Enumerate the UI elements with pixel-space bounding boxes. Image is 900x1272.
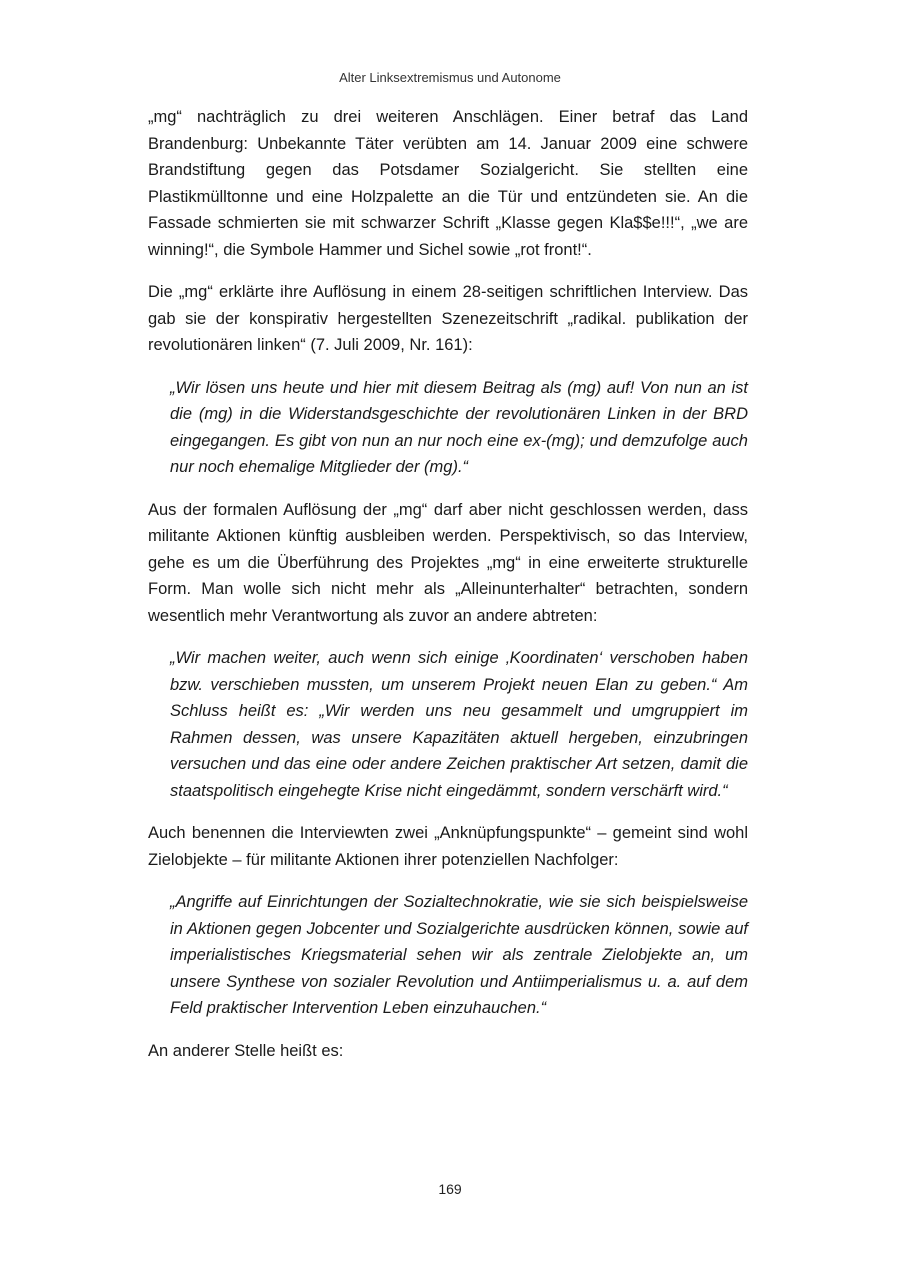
page-body — [148, 104, 748, 1080]
body-paragraph: „mg“ nachträglich zu drei weiteren Anschlägen. Einer betraf das Land Brandenburg: Unbekannte Täter verübten am 14. Januar 2009 eine schwere Brandstiftung gegen das Potsdamer Sozialgericht. Sie stellten eine Plastikmülltonne und eine Holzpalette an die Tür und entzündeten sie. An die Fassade schmierten sie mit schwarzer Schrift „Klasse gegen Kla$$e!!!“, „we are winning!“, die Symbole Hammer und Sichel sowie „rot front!“. — [148, 108, 748, 259]
body-paragraph: Aus der formalen Auflösung der „mg“ darf aber nicht geschlossen werden, dass militante Aktionen künftig ausbleiben werden. Perspektivisch, so das Interview, gehe es um die Überführung des Projektes „mg“ in eine erweiterte strukturelle Form. Man wolle sich nicht mehr als „Alleinunterhalter“ betrachten, sondern wesentlich mehr Verantwortung als zuvor an andere abtreten: — [148, 500, 748, 625]
page-number: 169 — [438, 1181, 462, 1197]
body-paragraph: Auch benennen die Interviewten zwei „Anknüpfungspunkte“ – gemeint sind wohl Zielobjekte – für militante Aktionen ihrer potenziellen Nachfolger: — [148, 824, 748, 869]
block-quote: „Wir machen weiter, auch wenn sich einige ‚Koordinaten‘ verschoben haben bzw. verschieben mussten, um unserem Projekt neuen Elan zu geben.“ Am Schluss heißt es: „Wir werden uns neu gesammelt und umgruppiert im Rahmen dessen, was unsere Kapazitäten aktuell hergeben, einzubringen versuchen und das eine oder andere Zeichen praktischer Art setzen, damit die staatspolitisch eingehegte Krise nicht eingedämmt, sondern verschärft wird.“ — [170, 649, 748, 800]
body-paragraph: An anderer Stelle heißt es: — [148, 1041, 344, 1060]
block-quote: „Angriffe auf Einrichtungen der Sozialtechnokratie, wie sie sich beispielsweise in Aktionen gegen Jobcenter und Sozialgerichte ausdrücken können, sowie auf imperialistisches Kriegsmaterial sehen wir als zentrale Zielobjekte an, um unsere Synthese von sozialer Revolution und Antiimperialismus u. a. auf dem Feld praktischer Intervention Leben einzuhauchen.“ — [170, 893, 748, 1017]
running-header: Alter Linksextremismus und Autonome — [339, 70, 561, 85]
block-quote: „Wir lösen uns heute und hier mit diesem Beitrag als (mg) auf! Von nun an ist die (mg) in die Widerstandsgeschichte der revolutionären Linken in der BRD eingegangen. Es gibt von nun an nur noch eine ex-(mg); und demzufolge auch nur noch ehemalige Mitglieder der (mg).“ — [170, 378, 748, 476]
body-paragraph: Die „mg“ erklärte ihre Auflösung in einem 28-seitigen schriftlichen Interview. Das gab sie der konspirativ hergestellten Szenezeitschrift „radikal. publikation der revolutionären linken“ (7. Juli 2009, Nr. 161): — [148, 283, 748, 354]
